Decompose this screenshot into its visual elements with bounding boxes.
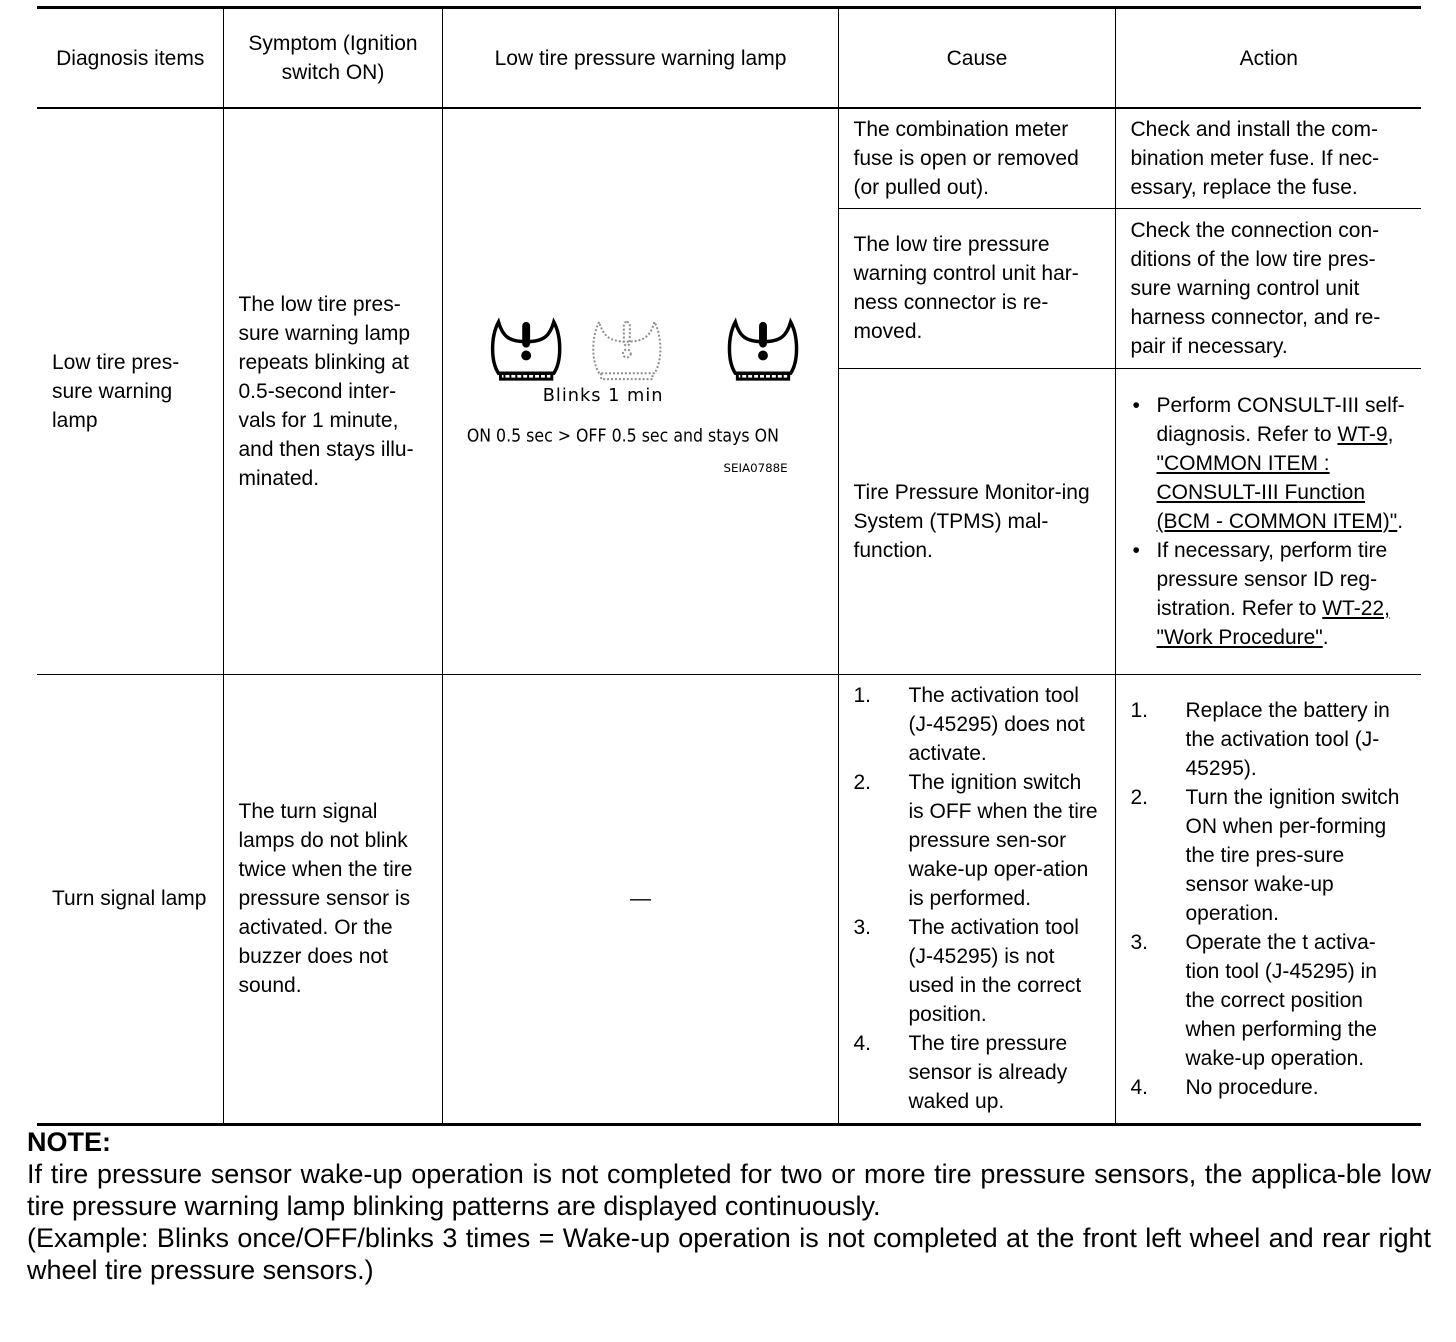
row1-action-1: Check and install the com-bination meter fuse. If nec-essary, replace the fuse. bbox=[1115, 108, 1421, 208]
row2-lamp-cell bbox=[442, 674, 838, 1124]
list-item: 3. The activation tool (J-45295) is not used in the correct position. bbox=[853, 916, 1082, 1026]
table-row bbox=[37, 674, 1421, 1124]
header-lamp: Low tire pressure warning lamp bbox=[442, 8, 838, 109]
note-paragraph: If tire pressure sensor wake-up operation is not completed for two or more tire pressure sensors, the applica-ble low tire pressure warning lamp blinking patterns are displayed continuously. bbox=[27, 1159, 1431, 1221]
not-applicable-dash: — bbox=[630, 887, 651, 910]
row2-symptom-cell: The turn signal lamps do not blink twice when the tire pressure sensor is activated. Or the buzzer does not sound. bbox=[223, 674, 442, 1124]
table-header-row bbox=[37, 8, 1421, 109]
tire-warning-lamp-stays-on-icon bbox=[729, 322, 796, 379]
row1-cause-2: The low tire pressure warning control unit har-ness connector is re-moved. bbox=[838, 208, 1115, 368]
header-action: Action bbox=[1115, 8, 1421, 109]
list-item: 1. Replace the battery in the activation tool (J-45295). bbox=[1130, 698, 1390, 780]
row2-action-cell bbox=[1115, 674, 1421, 1124]
header-symptom: Symptom (Ignition switch ON) bbox=[223, 8, 442, 109]
note-title: NOTE: bbox=[27, 1127, 111, 1157]
row2-diagnosis-cell: Turn signal lamp bbox=[37, 674, 223, 1124]
blink-timing-label: ON 0.5 sec > OFF 0.5 sec and stays ON bbox=[466, 424, 779, 446]
row1-action-3 bbox=[1115, 368, 1421, 674]
tire-pressure-lamp-figure bbox=[463, 301, 838, 481]
header-cause: Cause bbox=[838, 8, 1115, 109]
row1-lamp-figure-cell bbox=[442, 108, 838, 674]
note-example: (Example: Blinks once/OFF/blinks 3 times = Wake-up operation is not completed at the front left wheel and rear right wheel tire pressure sensors.) bbox=[27, 1223, 1431, 1285]
row1-diagnosis-cell: Low tire pres-sure warning lamp bbox=[37, 108, 223, 674]
wt22-reference-link[interactable]: WT-22, "Work Procedure" bbox=[1156, 596, 1390, 649]
blink-duration-label: Blinks 1 min bbox=[542, 386, 663, 407]
note-section bbox=[27, 1126, 1431, 1286]
list-item: 4. No procedure. bbox=[1130, 1075, 1319, 1099]
row1-cause-3: Tire Pressure Monitor-ing System (TPMS) mal-function. bbox=[838, 368, 1115, 674]
action-steps-list bbox=[1131, 696, 1408, 1102]
figure-code: SEIA0788E bbox=[723, 461, 788, 476]
diagnosis-table bbox=[37, 6, 1421, 1126]
tire-warning-lamp-on-icon bbox=[492, 322, 559, 379]
row1-cause-1: The combination meter fuse is open or removed (or pulled out). bbox=[838, 108, 1115, 208]
table-row bbox=[37, 108, 1421, 208]
row1-symptom-cell: The low tire pres-sure warning lamp repeats blinking at 0.5-second inter-vals for 1 minute, and then stays illu-minated. bbox=[223, 108, 442, 674]
list-item: 2. Turn the ignition switch ON when per-forming the tire pres-sure sensor wake-up operation. bbox=[1130, 785, 1400, 925]
list-item: 3. Operate the t activa-tion tool (J-45295) in the correct position when performing the wake-up operation. bbox=[1130, 930, 1377, 1070]
list-item: 4. The tire pressure sensor is already waked up. bbox=[853, 1032, 1068, 1113]
list-item: 1. The activation tool (J-45295) does not activate. bbox=[853, 684, 1085, 765]
bullet-icon: • bbox=[1132, 538, 1140, 562]
wt9-reference-link[interactable]: WT-9, "COMMON ITEM : CONSULT-III Function (BCM - COMMON ITEM)" bbox=[1156, 422, 1398, 533]
list-item: 2. The ignition switch is OFF when the tire pressure sen-sor wake-up oper-ation is performed. bbox=[853, 771, 1098, 910]
bullet-icon: • bbox=[1132, 393, 1140, 417]
tire-warning-lamp-off-icon bbox=[593, 322, 660, 379]
row1-action-2: Check the connection con-ditions of the low tire pres-sure warning control unit harness connector, and re-pair if necessary. bbox=[1115, 208, 1421, 368]
action-bullet-list bbox=[1131, 391, 1408, 652]
list-item: • Perform CONSULT-III self-diagnosis. Refer to WT-9, "COMMON ITEM : CONSULT-III Function (BCM - COMMON ITEM)". bbox=[1131, 391, 1408, 536]
list-item: • If necessary, perform tire pressure sensor ID reg-istration. Refer to WT-22, "Work Procedure". bbox=[1131, 536, 1408, 652]
header-diagnosis-items: Diagnosis items bbox=[37, 8, 223, 109]
cause-steps-list bbox=[854, 681, 1101, 1116]
row2-cause-cell bbox=[838, 674, 1115, 1124]
